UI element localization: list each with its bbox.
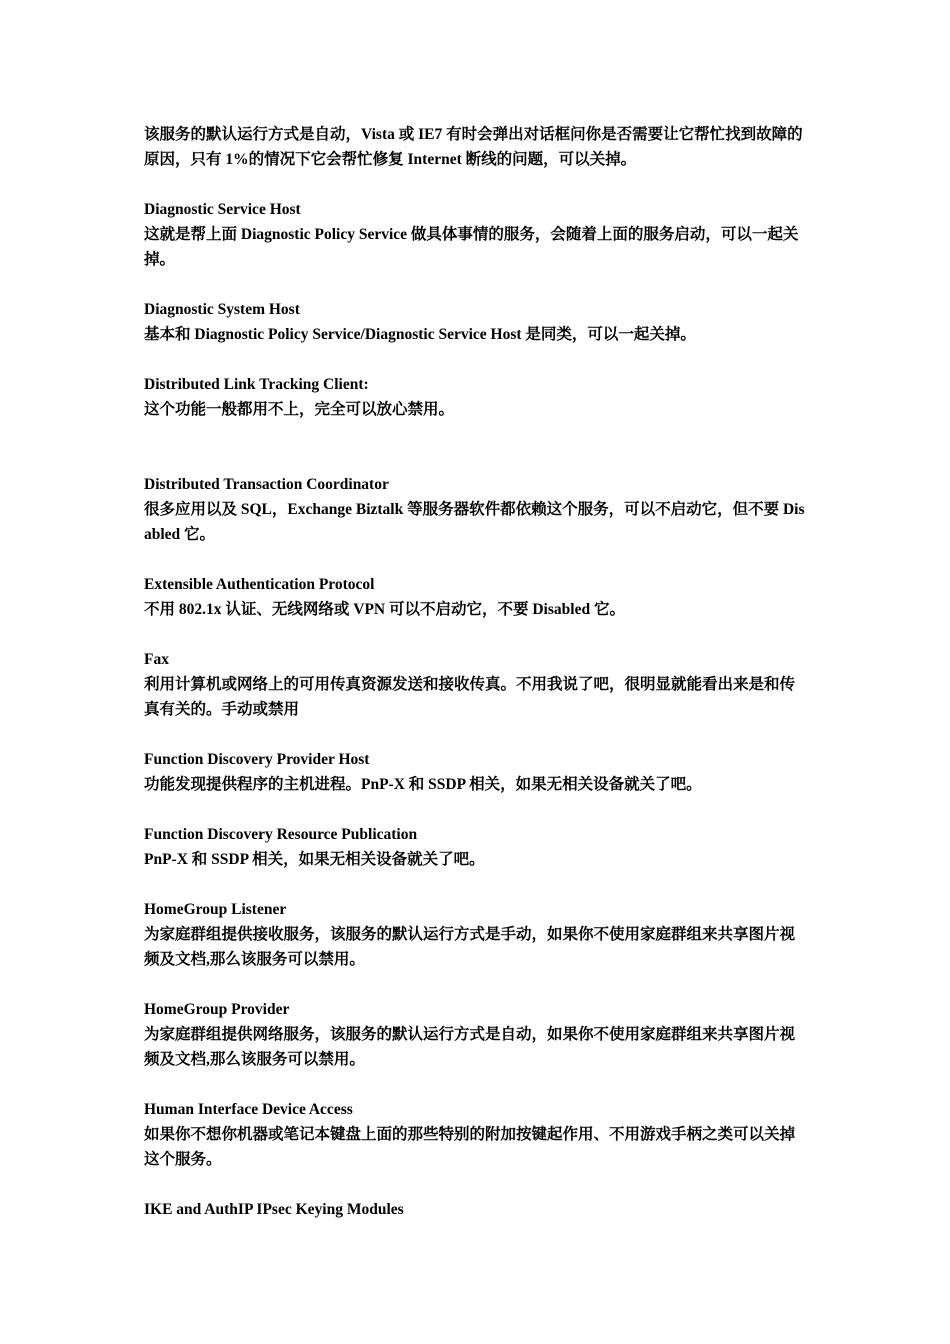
service-description: 利用计算机或网络上的可用传真资源发送和接收传真。不用我说了吧，很明显就能看出来是和传真有关的。手动或禁用 <box>144 676 796 718</box>
service-block-human-interface-device-access <box>144 1097 809 1172</box>
service-title: Extensible Authentication Protocol <box>144 576 375 593</box>
service-title: Distributed Link Tracking Client: <box>144 376 369 393</box>
service-block-distributed-link-tracking <box>144 372 809 422</box>
service-block-extensible-authentication-protocol <box>144 572 809 622</box>
document-page <box>144 122 809 1222</box>
service-block-ike-authip-ipsec <box>144 1197 809 1222</box>
service-description: 为家庭群组提供网络服务，该服务的默认运行方式是自动，如果你不使用家庭群组来共享图片视频及文档,那么该服务可以禁用。 <box>144 1026 796 1068</box>
service-title: HomeGroup Provider <box>144 1001 290 1018</box>
service-description: 这就是帮上面 Diagnostic Policy Service 做具体事情的服务，会随着上面的服务启动，可以一起关掉。 <box>144 226 799 268</box>
intro-block <box>144 122 809 172</box>
service-title: Human Interface Device Access <box>144 1101 353 1118</box>
service-title: Fax <box>144 651 169 668</box>
intro-paragraph: 该服务的默认运行方式是自动，Vista 或 IE7 有时会弹出对话框问你是否需要让它帮忙找到故障的原因，只有 1%的情况下它会帮忙修复 Internet 断线的问题，可以关掉。 <box>144 126 803 168</box>
service-title: Diagnostic Service Host <box>144 201 301 218</box>
service-block-diagnostic-system-host <box>144 297 809 347</box>
service-block-diagnostic-service-host <box>144 197 809 272</box>
service-title: Diagnostic System Host <box>144 301 300 318</box>
service-block-homegroup-provider <box>144 997 809 1072</box>
service-block-fax <box>144 647 809 722</box>
service-description: 基本和 Diagnostic Policy Service/Diagnostic Service Host 是同类，可以一起关掉。 <box>144 326 696 343</box>
service-description: 功能发现提供程序的主机进程。PnP-X 和 SSDP 相关，如果无相关设备就关了吧。 <box>144 776 702 793</box>
service-description: 很多应用以及 SQL，Exchange Biztalk 等服务器软件都依赖这个服务，可以不启动它，但不要 Disabled 它。 <box>144 501 805 543</box>
service-block-homegroup-listener <box>144 897 809 972</box>
service-block-function-discovery-provider-host <box>144 747 809 797</box>
service-description: 不用 802.1x 认证、无线网络或 VPN 可以不启动它，不要 Disabled 它。 <box>144 601 625 618</box>
service-title: IKE and AuthIP IPsec Keying Modules <box>144 1201 404 1218</box>
service-description: PnP-X 和 SSDP 相关，如果无相关设备就关了吧。 <box>144 851 485 868</box>
service-block-distributed-transaction-coordinator <box>144 472 809 547</box>
service-block-function-discovery-resource-publication <box>144 822 809 872</box>
service-title: Function Discovery Provider Host <box>144 751 370 768</box>
service-description: 这个功能一般都用不上，完全可以放心禁用。 <box>144 401 455 418</box>
service-title: Function Discovery Resource Publication <box>144 826 418 843</box>
service-title: HomeGroup Listener <box>144 901 287 918</box>
service-description: 如果你不想你机器或笔记本键盘上面的那些特别的附加按键起作用、不用游戏手柄之类可以关掉这个服务。 <box>144 1126 796 1168</box>
service-title: Distributed Transaction Coordinator <box>144 476 389 493</box>
service-description: 为家庭群组提供接收服务，该服务的默认运行方式是手动，如果你不使用家庭群组来共享图片视频及文档,那么该服务可以禁用。 <box>144 926 796 968</box>
